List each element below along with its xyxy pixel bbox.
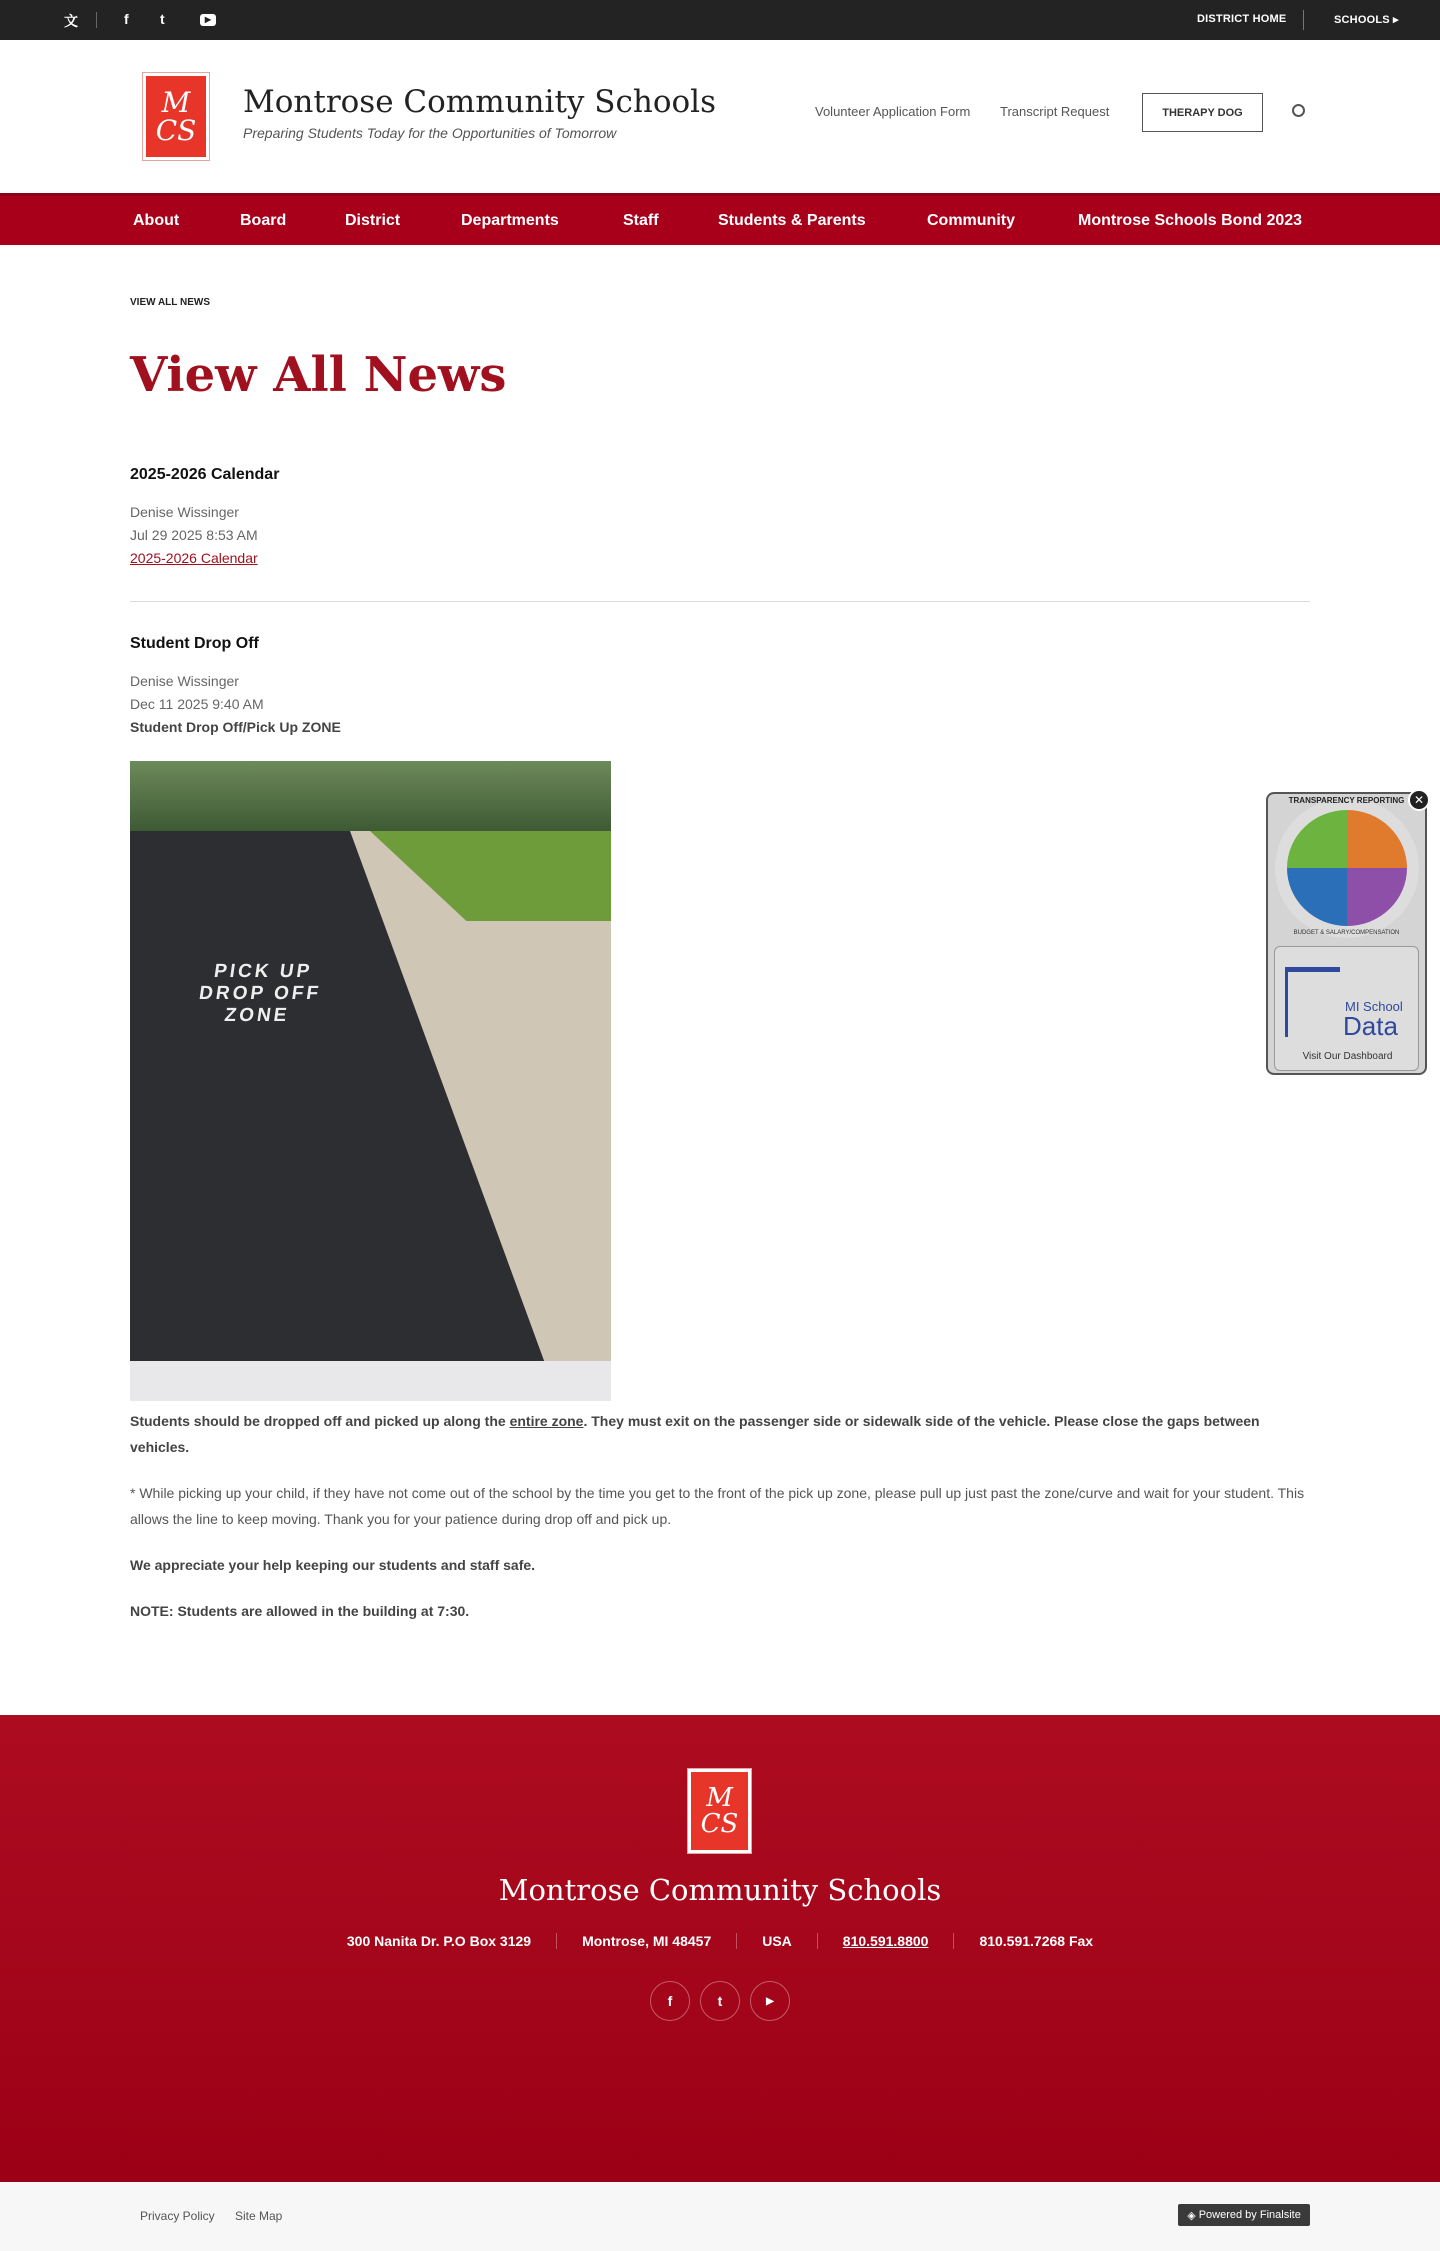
- district-home-link[interactable]: DISTRICT HOME: [1197, 13, 1287, 25]
- site-tagline: Preparing Students Today for the Opportunities of Tomorrow: [243, 125, 617, 141]
- translate-icon[interactable]: 文: [64, 13, 78, 29]
- transparency-widget[interactable]: [1266, 792, 1427, 1075]
- article-paragraph: * While picking up your child, if they have not come out of the school by the time you get to the front of the pick up zone, please pull up just past the zone/curve and wait for your student. This allows the line to keep moving. Thank you for your patience during drop off and pick up.: [130, 1485, 1305, 1527]
- site-map-link[interactable]: Site Map: [235, 2209, 283, 2223]
- search-icon[interactable]: [1292, 104, 1305, 117]
- article-title[interactable]: 2025-2026 Calendar: [130, 466, 280, 483]
- article-paragraph: [130, 1408, 1310, 1460]
- footer-facebook-icon[interactable]: f: [650, 1981, 690, 2021]
- schools-label: SCHOOLS: [1334, 14, 1390, 26]
- nav-students-parents[interactable]: Students & Parents: [718, 212, 866, 229]
- twitter-icon[interactable]: t: [160, 11, 165, 27]
- divider: [1303, 10, 1304, 30]
- nav-departments[interactable]: Departments: [461, 212, 559, 229]
- pavement-text: DROP OFF: [197, 983, 323, 1004]
- article-paragraph: We appreciate your help keeping our students and staff safe.: [130, 1557, 536, 1573]
- address: 300 Nanita Dr. P.O Box 3129: [346, 1933, 532, 1949]
- footer-youtube-icon[interactable]: ▶: [750, 1981, 790, 2021]
- nav-district[interactable]: District: [345, 212, 401, 229]
- article-author: Denise Wissinger: [130, 673, 239, 689]
- calendar-link[interactable]: 2025-2026 Calendar: [130, 550, 258, 566]
- text: Students should be dropped off and picked up along the: [130, 1413, 510, 1429]
- footer-title: Montrose Community Schools: [498, 1873, 942, 1907]
- nav-staff[interactable]: Staff: [623, 212, 659, 229]
- drop-off-zone-photo: [130, 761, 611, 1401]
- powered-label: Powered by Finalsite: [1198, 2209, 1301, 2221]
- mi-school-data-link[interactable]: [1274, 946, 1419, 1071]
- divider: [96, 12, 97, 28]
- utility-bar: [0, 0, 1440, 40]
- nav-bond-2023[interactable]: Montrose Schools Bond 2023: [1078, 212, 1303, 229]
- mi-school-label: MI School: [1345, 999, 1403, 1014]
- footer-twitter-icon[interactable]: t: [700, 1981, 740, 2021]
- nav-about[interactable]: About: [133, 212, 180, 229]
- article-divider: [130, 601, 1310, 602]
- main-nav: [0, 193, 1440, 245]
- article-subtitle: Student Drop Off/Pick Up ZONE: [130, 719, 341, 735]
- phone-link[interactable]: [817, 1933, 954, 1949]
- footer-contact: [0, 1933, 1440, 1949]
- privacy-policy-link[interactable]: Privacy Policy: [140, 2209, 215, 2223]
- phone-number[interactable]: 810.591.8800: [842, 1933, 929, 1949]
- fax: 810.591.7268 Fax: [953, 1933, 1118, 1949]
- transparency-reporting-logo[interactable]: [1275, 798, 1419, 938]
- nav-community[interactable]: Community: [927, 212, 1015, 229]
- transcript-request-link[interactable]: Transcript Request: [1000, 104, 1110, 119]
- district-logo[interactable]: M CS: [143, 73, 209, 160]
- text: . They must exit on the passenger side or sidewalk side of the vehicle. Please close the gaps between vehicles.: [130, 1413, 1260, 1455]
- footer-logo[interactable]: M CS: [688, 1769, 751, 1853]
- pavement-text: ZONE: [223, 1005, 291, 1026]
- powered-by-finalsite[interactable]: [1178, 2204, 1310, 2226]
- house-chart-icon: [1285, 967, 1340, 1037]
- article-date: Jul 29 2025 8:53 AM: [130, 527, 258, 543]
- city: Montrose, MI 48457: [556, 1933, 736, 1949]
- article-title[interactable]: Student Drop Off: [130, 635, 259, 652]
- schools-dropdown[interactable]: SCHOOLS ▸: [1334, 14, 1399, 26]
- close-icon[interactable]: ✕: [1408, 789, 1430, 811]
- data-label: Data: [1343, 1011, 1398, 1041]
- volunteer-application-link[interactable]: Volunteer Application Form: [815, 104, 971, 119]
- transparency-label: TRANSPARENCY REPORTING: [1288, 796, 1405, 805]
- pavement-text: PICK UP: [212, 961, 314, 982]
- dashboard-label: Visit Our Dashboard: [1302, 1051, 1393, 1062]
- article-paragraph: NOTE: Students are allowed in the building at 7:30.: [130, 1603, 470, 1619]
- youtube-icon[interactable]: ▶: [200, 14, 216, 26]
- nav-board[interactable]: Board: [240, 212, 287, 229]
- therapy-dog-button[interactable]: THERAPY DOG: [1142, 93, 1263, 132]
- finalsite-icon: ◈: [1187, 2209, 1199, 2222]
- page-title: View All News: [130, 347, 507, 403]
- country: USA: [736, 1933, 817, 1949]
- breadcrumb[interactable]: VIEW ALL NEWS: [130, 297, 210, 308]
- site-title[interactable]: Montrose Community Schools: [243, 84, 716, 120]
- facebook-icon[interactable]: f: [124, 11, 129, 27]
- article-author: Denise Wissinger: [130, 504, 239, 520]
- article-date: Dec 11 2025 9:40 AM: [130, 696, 264, 712]
- entire-zone-text: entire zone: [509, 1413, 584, 1429]
- transparency-sublabel: BUDGET & SALARY/COMPENSATION: [1293, 930, 1400, 936]
